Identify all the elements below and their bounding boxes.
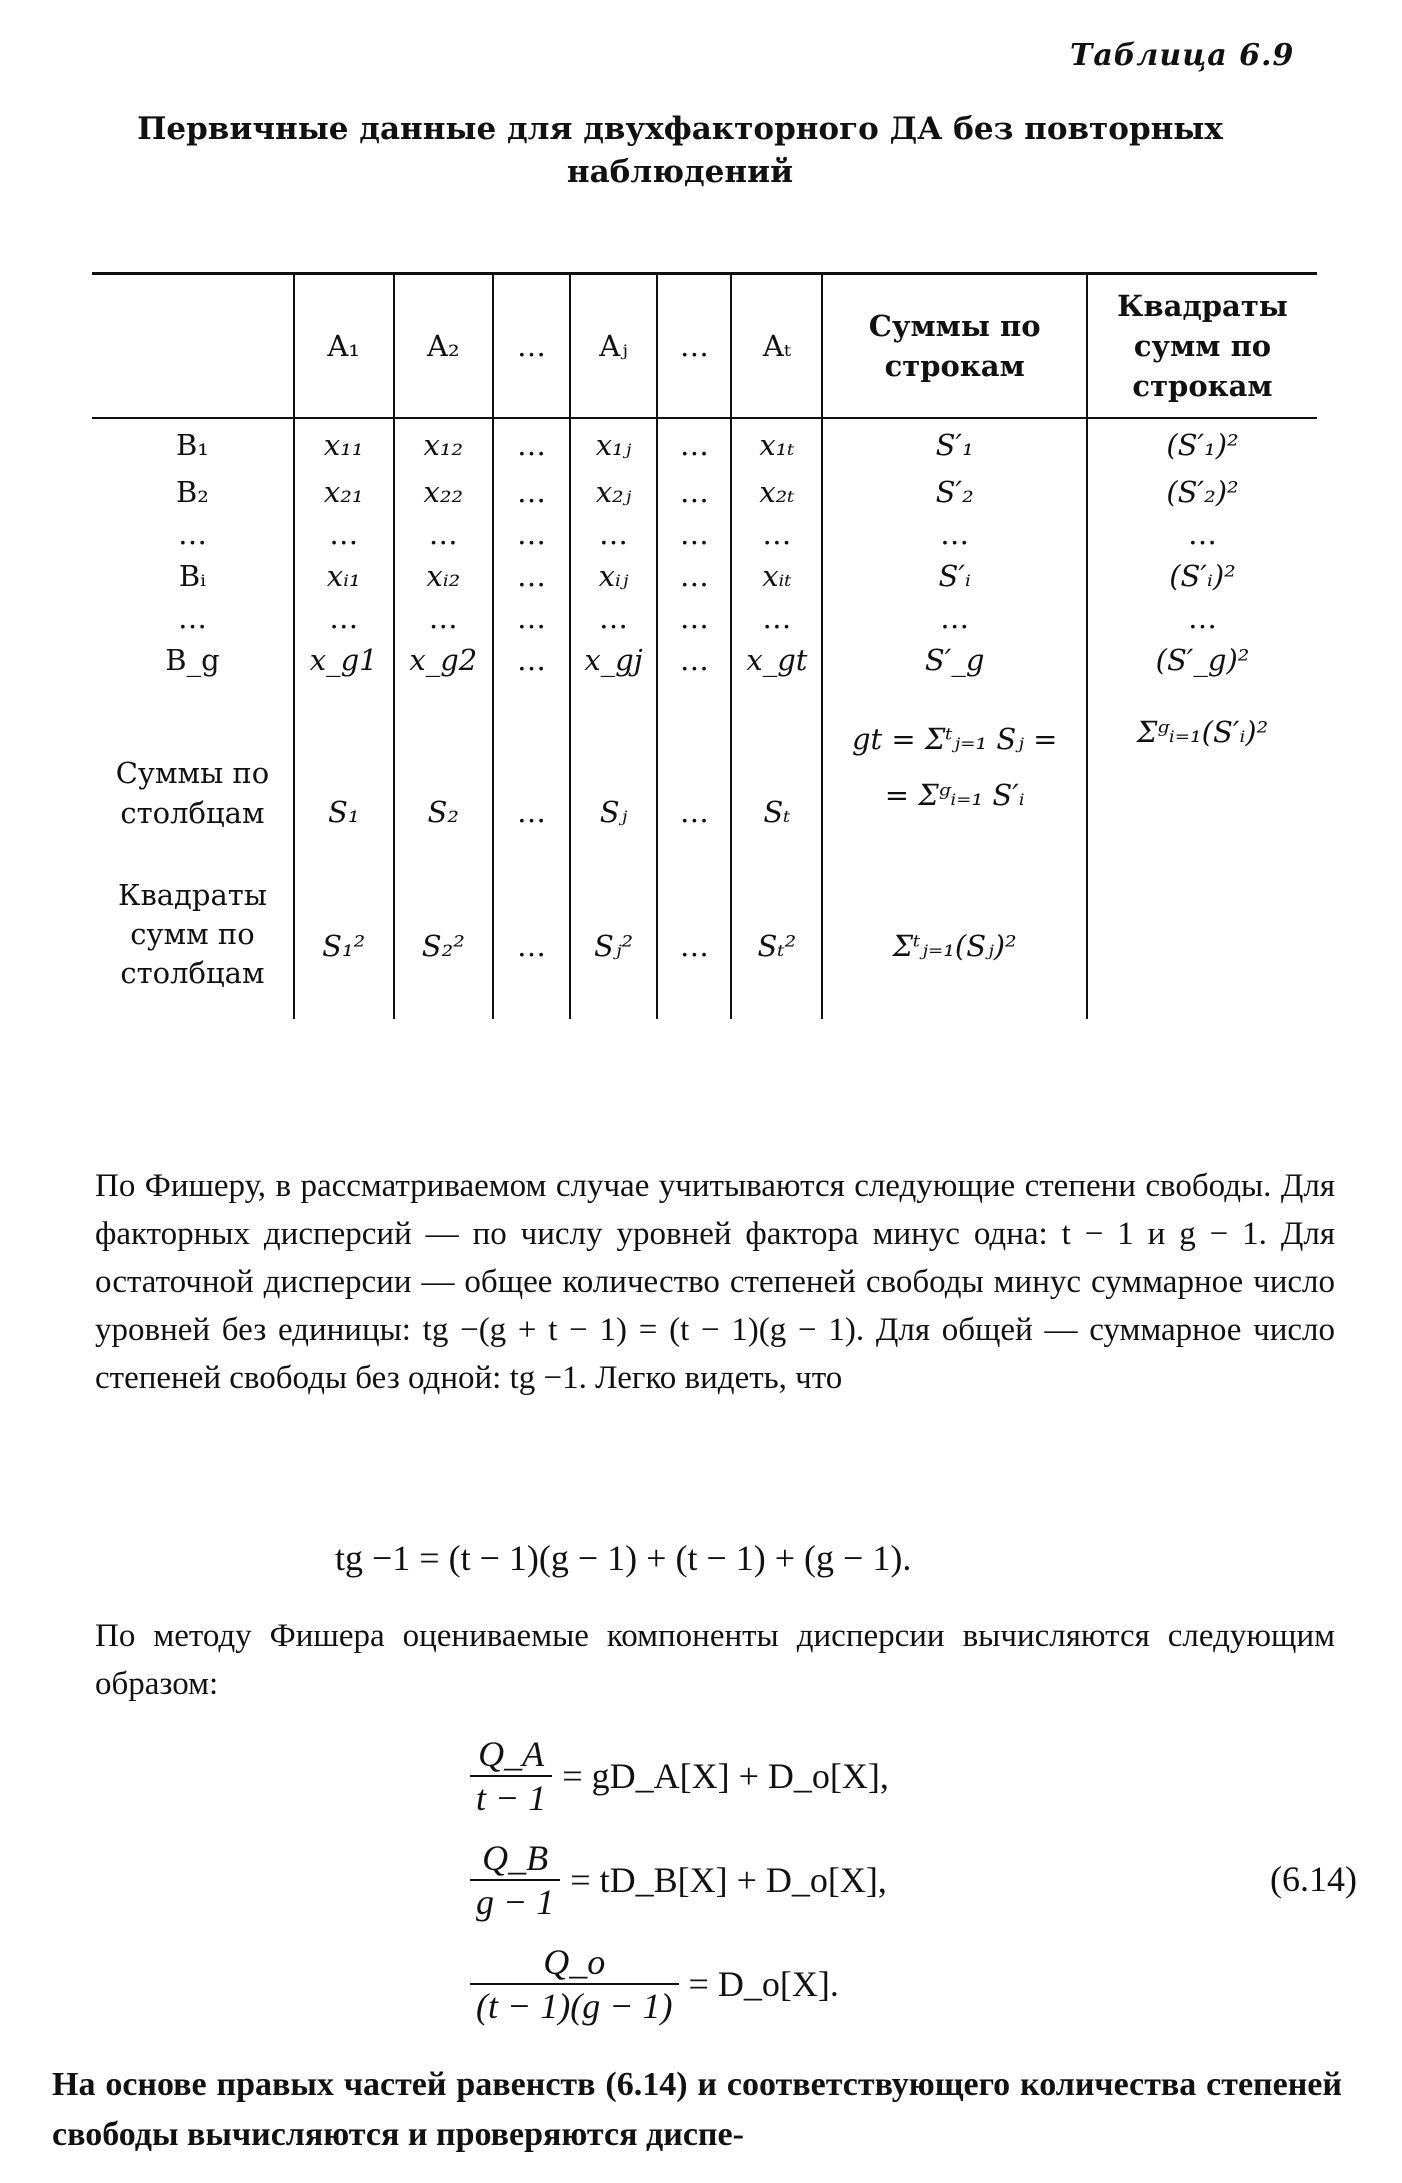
fraction-denominator: (t − 1)(g − 1) bbox=[476, 1986, 673, 2026]
table-cell: … bbox=[493, 597, 570, 639]
column-sq-sum-cell: … bbox=[657, 833, 731, 1019]
table-cell: x₂₁ bbox=[294, 471, 394, 513]
column-sums-row bbox=[92, 707, 1317, 833]
table-cell: … bbox=[570, 597, 657, 639]
header-cell: … bbox=[657, 274, 731, 419]
fraction-denominator: t − 1 bbox=[476, 1778, 547, 1818]
column-sum-cell: Sⱼ bbox=[570, 707, 657, 833]
table-row bbox=[92, 471, 1317, 513]
row-label: B_g bbox=[165, 643, 220, 677]
table-cell: (S′₁)² bbox=[1087, 418, 1317, 471]
table-cell: S′ᵢ bbox=[822, 555, 1087, 597]
table-cell: … bbox=[657, 639, 731, 681]
column-sq-sum-cell: … bbox=[493, 833, 570, 1019]
column-sq-sums-row bbox=[92, 833, 1317, 1019]
spacer-cell bbox=[1087, 681, 1317, 707]
column-sq-sum-cell: Sₜ² bbox=[731, 833, 822, 1019]
table-cell: … bbox=[570, 513, 657, 555]
table-cell: … bbox=[493, 418, 570, 471]
spacer-cell bbox=[294, 681, 394, 707]
equation-rhs: = D_o[X]. bbox=[688, 1964, 839, 2004]
table-cell: xᵢⱼ bbox=[570, 555, 657, 597]
spacer-cell bbox=[394, 681, 494, 707]
table-cell: (S′_g)² bbox=[1087, 639, 1317, 681]
sq-sum-total-cell: Σᵗⱼ₌₁(Sⱼ)² bbox=[822, 833, 1087, 1019]
spacer-cell bbox=[570, 681, 657, 707]
empty-cell bbox=[1087, 833, 1317, 1019]
row-label: B₂ bbox=[175, 475, 209, 509]
fraction-numerator: Q_A bbox=[470, 1733, 552, 1777]
table-cell: S′₂ bbox=[822, 471, 1087, 513]
table-cell: x₂₂ bbox=[394, 471, 494, 513]
equation-system bbox=[470, 1724, 1110, 2036]
equation-rhs: = gD_A[X] + D_o[X], bbox=[562, 1756, 889, 1796]
equation-line bbox=[470, 1828, 1110, 1932]
table-cell: … bbox=[493, 639, 570, 681]
header-cell: Квадраты сумм по строкам bbox=[1087, 274, 1317, 419]
spacer-cell bbox=[822, 681, 1087, 707]
table-cell: … bbox=[657, 471, 731, 513]
table-cell: (S′₂)² bbox=[1087, 471, 1317, 513]
spacer-cell bbox=[493, 681, 570, 707]
table-cell: … bbox=[493, 555, 570, 597]
table-cell: x₁ⱼ bbox=[570, 418, 657, 471]
total-sum-line2: = Σᵍᵢ₌₁ S′ᵢ bbox=[884, 778, 1025, 812]
table-header-row bbox=[92, 274, 1317, 419]
header-cell: A₁ bbox=[294, 274, 394, 419]
header-cell: Aⱼ bbox=[570, 274, 657, 419]
table-cell: x₁₁ bbox=[294, 418, 394, 471]
equation-number: (6.14) bbox=[1270, 1859, 1357, 1899]
table-cell: … bbox=[657, 513, 731, 555]
data-table bbox=[92, 272, 1317, 1019]
fraction-numerator: Q_B bbox=[470, 1837, 560, 1881]
table-cell: (S′ᵢ)² bbox=[1087, 555, 1317, 597]
fraction bbox=[470, 1733, 552, 1819]
total-sum-cell bbox=[822, 707, 1087, 833]
row-label: B₁ bbox=[175, 428, 209, 462]
table-cell: xᵢ₂ bbox=[394, 555, 494, 597]
table-row bbox=[92, 555, 1317, 597]
table-row bbox=[92, 639, 1317, 681]
column-sum-cell: Sₜ bbox=[731, 707, 822, 833]
table-row bbox=[92, 513, 1317, 555]
column-sq-sum-cell: Sⱼ² bbox=[570, 833, 657, 1019]
header-cell: A₂ bbox=[394, 274, 494, 419]
table-cell: … bbox=[394, 513, 494, 555]
header-cell: Aₜ bbox=[731, 274, 822, 419]
row-label: … bbox=[177, 517, 207, 551]
table-label: Таблица 6.9 bbox=[1070, 38, 1295, 73]
table-cell: xᵢ₁ bbox=[294, 555, 394, 597]
table-cell: x₂ₜ bbox=[731, 471, 822, 513]
column-sq-sum-cell: S₁² bbox=[294, 833, 394, 1019]
table-cell: … bbox=[731, 513, 822, 555]
table-title: Первичные данные для двухфакторного ДА без повторных наблюдений bbox=[137, 111, 1223, 190]
table-cell: … bbox=[822, 597, 1087, 639]
spacer-cell bbox=[657, 681, 731, 707]
table-cell: x₁ₜ bbox=[731, 418, 822, 471]
table-cell: … bbox=[1087, 597, 1317, 639]
table-cell: xᵢₜ bbox=[731, 555, 822, 597]
equation-line bbox=[470, 1724, 1110, 1828]
table-cell: x_gj bbox=[570, 639, 657, 681]
table-cell: … bbox=[657, 597, 731, 639]
total-sq-sum-cell: Σᵍᵢ₌₁(S′ᵢ)² bbox=[1087, 707, 1317, 833]
row-label: … bbox=[177, 601, 207, 635]
row-label: Bᵢ bbox=[178, 559, 207, 593]
spacer-cell bbox=[92, 681, 294, 707]
column-sum-cell: … bbox=[657, 707, 731, 833]
table-cell: … bbox=[294, 513, 394, 555]
table-cell: … bbox=[657, 418, 731, 471]
table-cell: … bbox=[731, 597, 822, 639]
fraction bbox=[470, 1837, 560, 1923]
table-cell: S′_g bbox=[822, 639, 1087, 681]
table-cell: x_g2 bbox=[394, 639, 494, 681]
table-cell: … bbox=[394, 597, 494, 639]
table-cell: … bbox=[294, 597, 394, 639]
table-cell: … bbox=[493, 471, 570, 513]
column-sum-cell: … bbox=[493, 707, 570, 833]
header-cell: Суммы по строкам bbox=[822, 274, 1087, 419]
table-cell: x₁₂ bbox=[394, 418, 494, 471]
fraction-numerator: Q_o bbox=[470, 1941, 679, 1985]
paragraph-conclusion: На основе правых частей равенств (6.14) и соответствующего количества степеней свободы вычисляются и проверяются диспе- bbox=[52, 2066, 1342, 2153]
table-cell: … bbox=[1087, 513, 1317, 555]
table-row bbox=[92, 418, 1317, 471]
column-sum-cell: S₂ bbox=[394, 707, 494, 833]
paragraph-method: По методу Фишера оцениваемые компоненты дисперсии вычисляются следующим образом: bbox=[95, 1618, 1335, 1702]
equation-degrees: tg −1 = (t − 1)(g − 1) + (t − 1) + (g − 1). bbox=[335, 1538, 912, 1578]
column-sq-sums-label: Квадраты сумм по столбцам bbox=[118, 877, 267, 990]
equation-line bbox=[470, 1932, 1110, 2036]
table-cell: … bbox=[657, 555, 731, 597]
total-sum-line1: gt = Σᵗⱼ₌₁ Sⱼ = bbox=[851, 722, 1058, 756]
equation-rhs: = tD_B[X] + D_o[X], bbox=[570, 1860, 887, 1900]
table-cell: x₂ⱼ bbox=[570, 471, 657, 513]
table-cell: x_g1 bbox=[294, 639, 394, 681]
table-row bbox=[92, 597, 1317, 639]
header-cell: … bbox=[493, 274, 570, 419]
table-cell: … bbox=[493, 513, 570, 555]
fraction-denominator: g − 1 bbox=[476, 1882, 555, 1922]
header-cell bbox=[92, 274, 294, 419]
table-cell: … bbox=[822, 513, 1087, 555]
column-sq-sum-cell: S₂² bbox=[394, 833, 494, 1019]
column-sums-label: Суммы по столбцам bbox=[115, 756, 270, 830]
table-spacer bbox=[92, 681, 1317, 707]
spacer-cell bbox=[731, 681, 822, 707]
table-cell: S′₁ bbox=[822, 418, 1087, 471]
column-sum-cell: S₁ bbox=[294, 707, 394, 833]
table-cell: x_gt bbox=[731, 639, 822, 681]
fraction bbox=[470, 1941, 679, 2027]
paragraph-fisher: По Фишеру, в рассматриваемом случае учитываются следующие степени свободы. Для факторных дисперсий — по числу уровней фактора минус одна: t − 1 и g − 1. Для остаточной дисперсии — общее количество степеней свободы минус суммарное число уровней без единицы: tg −(g + t − 1) = (t − 1)(g − 1). Для общей — суммарное число степеней свободы без одной: tg −1. Легко видеть, что bbox=[95, 1168, 1335, 1396]
